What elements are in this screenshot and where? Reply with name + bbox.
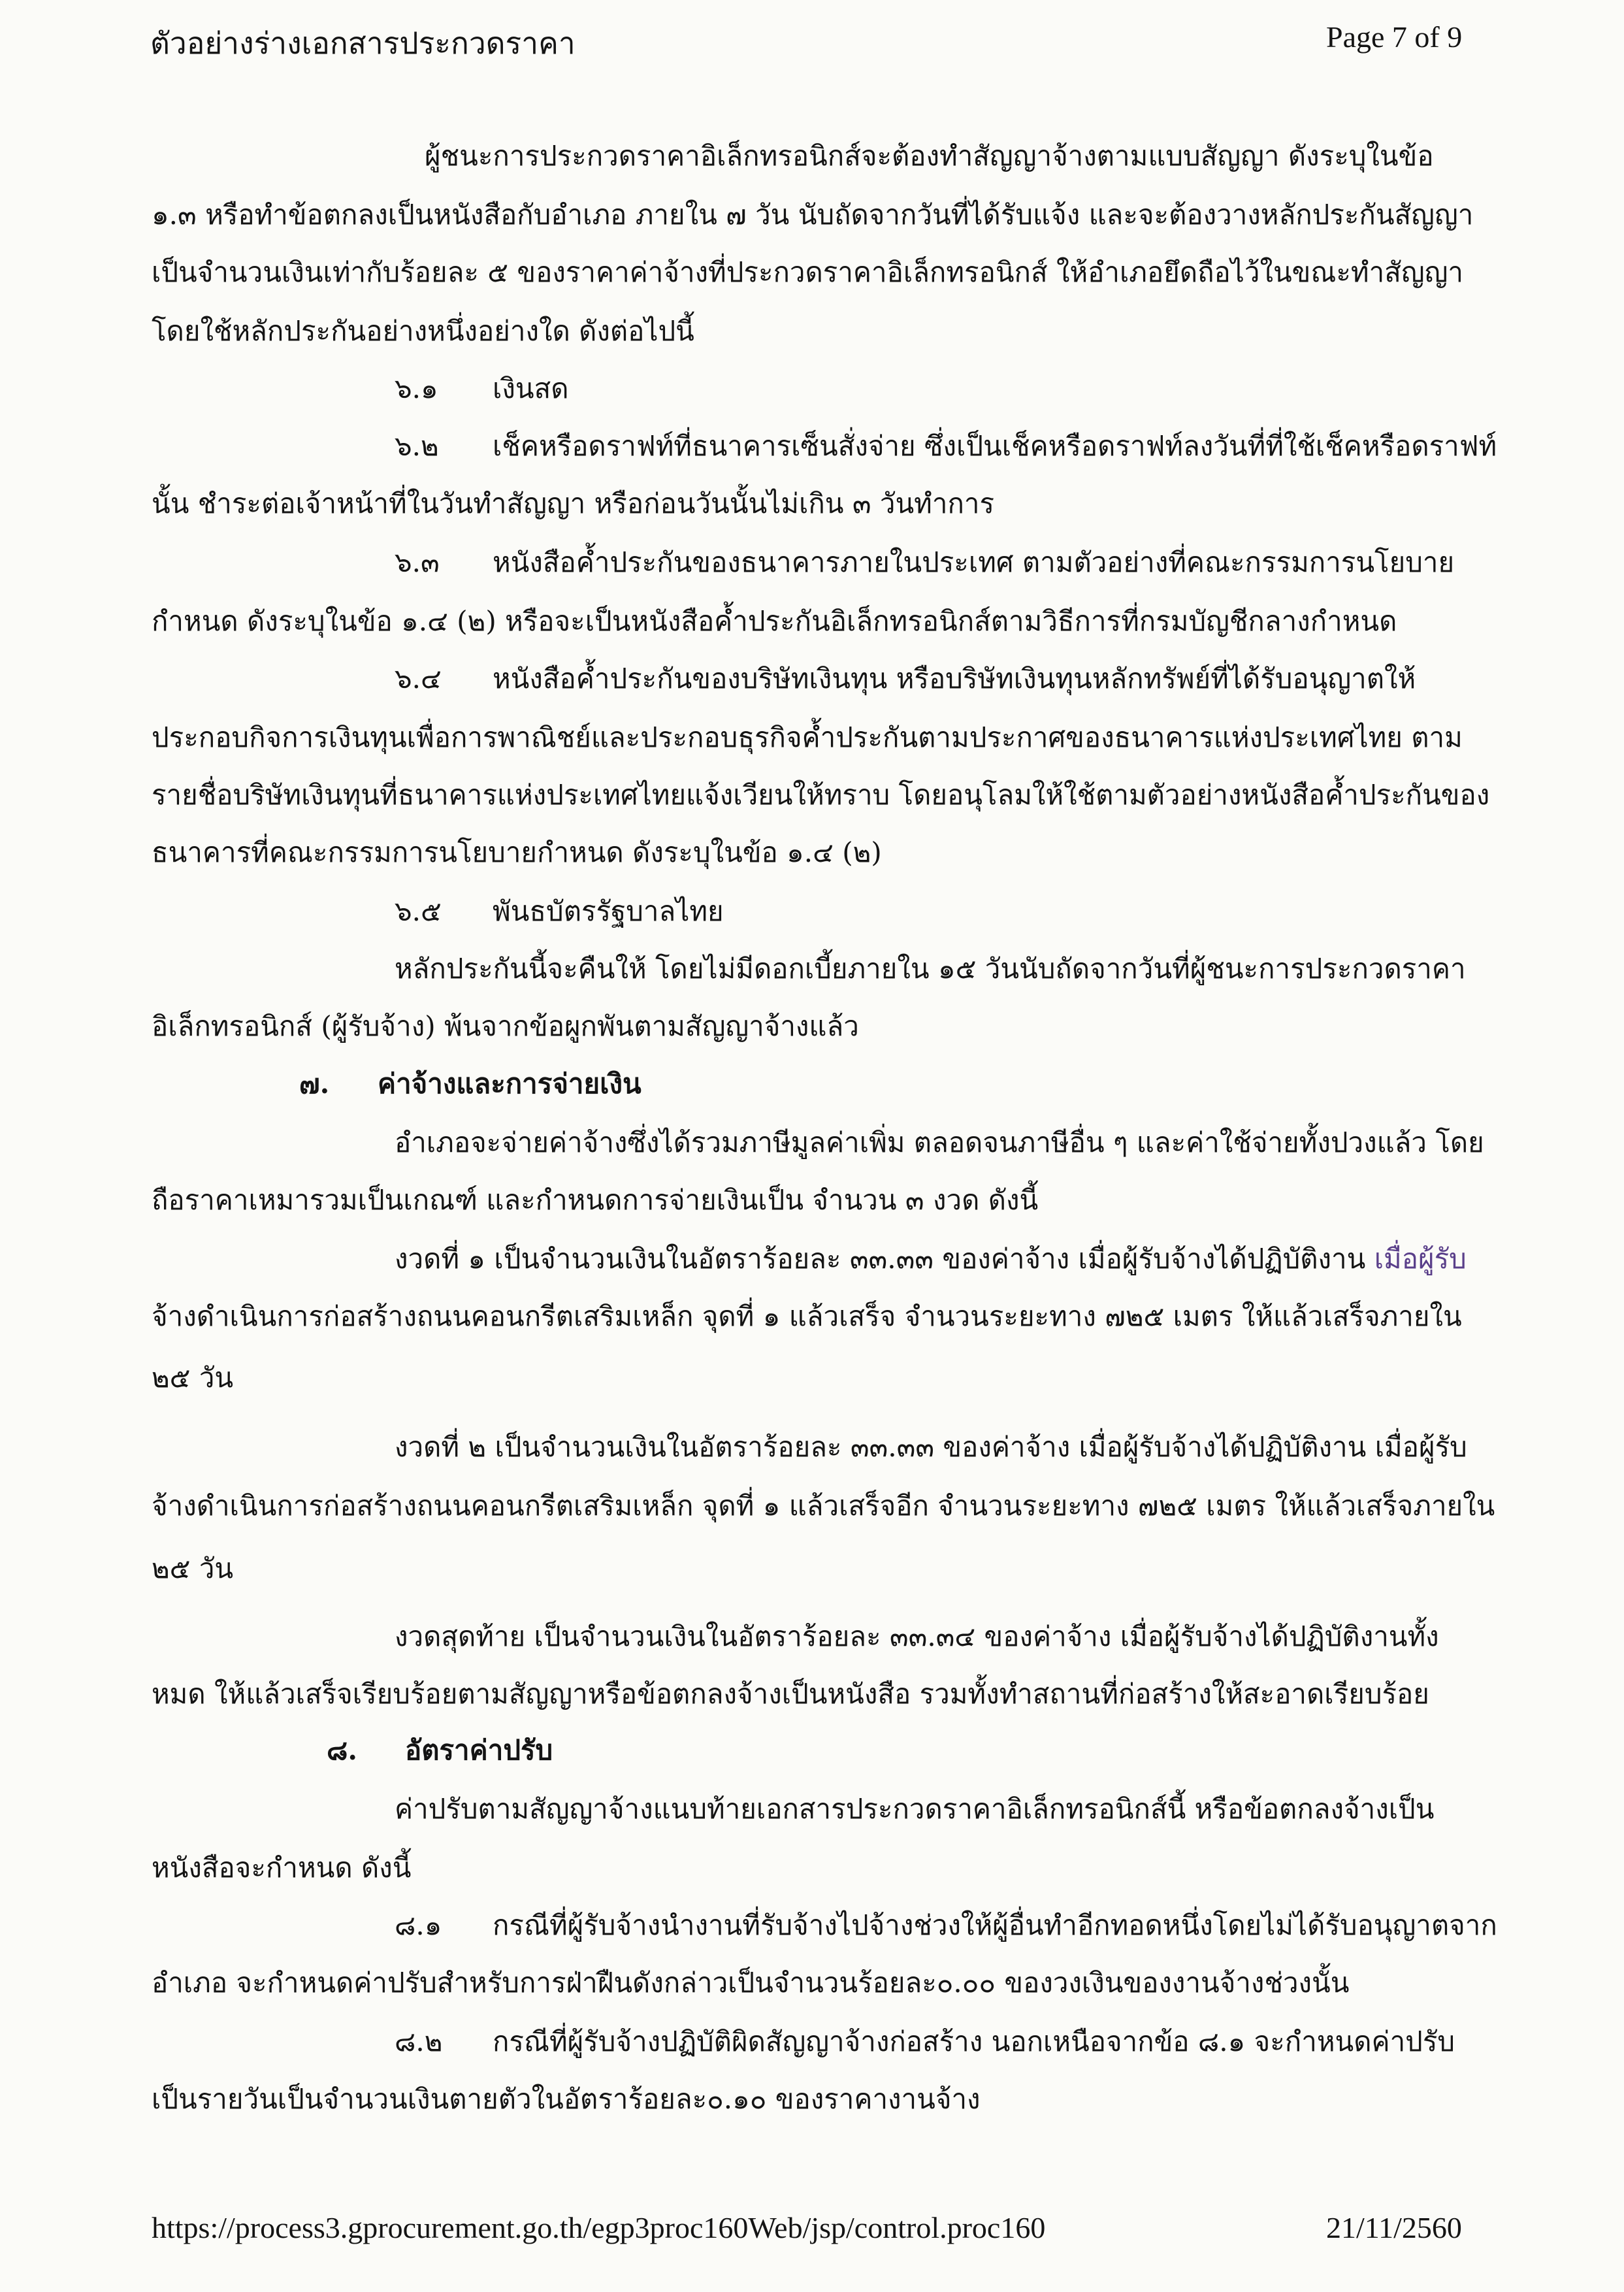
item-text: กรณีที่ผู้รับจ้างปฏิบัติผิดสัญญาจ้างก่อสร้าง นอกเหนือจากข้อ ๘.๑ จะกำหนดค่าปรับ: [493, 2025, 1455, 2057]
item-number: ๘.๑: [395, 1909, 442, 1941]
paragraph-line: โดยใช้หลักประกันอย่างหนึ่งอย่างใด ดังต่อไปนี้: [152, 315, 694, 347]
item-number: ๖.๕: [395, 895, 442, 927]
paragraph-line: ธนาคารที่คณะกรรมการนโยบายกำหนด ดังระบุในข้อ ๑.๔ (๒): [152, 836, 882, 868]
item-number: ๘.๒: [395, 2025, 443, 2057]
footer-url: https://process3.gprocurement.go.th/egp3proc160Web/jsp/control.proc160: [152, 2211, 1046, 2244]
paragraph-line: ๒๕ วัน: [152, 1362, 234, 1394]
paragraph-line: ผู้ชนะการประกวดราคาอิเล็กทรอนิกส์จะต้องทำสัญญาจ้างตามแบบสัญญา ดังระบุในข้อ: [425, 140, 1434, 172]
item-6-4: [395, 657, 1416, 700]
paragraph-line: รายชื่อบริษัทเงินทุนที่ธนาคารแห่งประเทศไทยแจ้งเวียนให้ทราบ โดยอนุโลมให้ใช้ตามตัวอย่างหนังสือค้ำประกันของ: [152, 779, 1490, 811]
item-text: เงินสด: [493, 372, 569, 404]
item-number: ๖.๒: [395, 430, 439, 462]
document-title: ตัวอย่างร่างเอกสารประกวดราคา: [150, 25, 576, 61]
item-6-1: [395, 367, 568, 410]
paragraph-line: อิเล็กทรอนิกส์ (ผู้รับจ้าง) พ้นจากข้อผูกพันตามสัญญาจ้างแล้ว: [152, 1010, 859, 1042]
item-8-1: [395, 1904, 1497, 1947]
installment-final-line: งวดสุดท้าย เป็นจำนวนเงินในอัตราร้อยละ ๓๓.๓๔ ของค่าจ้าง เมื่อผู้รับจ้างได้ปฏิบัติงานทั้ง: [395, 1620, 1439, 1652]
paragraph-line: อำเภอจะจ่ายค่าจ้างซึ่งได้รวมภาษีมูลค่าเพิ่ม ตลอดจนภาษีอื่น ๆ และค่าใช้จ่ายทั้งปวงแล้ว โดย: [395, 1126, 1484, 1158]
item-6-5: [395, 890, 724, 933]
section-title: อัตราค่าปรับ: [405, 1734, 553, 1766]
paragraph-line: จ้างดำเนินการก่อสร้างถนนคอนกรีตเสริมเหล็ก จุดที่ ๑ แล้วเสร็จอีก จำนวนระยะทาง ๗๒๕ เมตร ให้แล้วเสร็จภายใน: [152, 1490, 1495, 1522]
item-6-2: [395, 425, 1497, 468]
section-7-heading: [299, 1062, 641, 1105]
paragraph-line: อำเภอ จะกำหนดค่าปรับสำหรับการฝ่าฝืนดังกล่าวเป็นจำนวนร้อยละ๐.๐๐ ของวงเงินของงานจ้างช่วงนั้น: [152, 1967, 1350, 1999]
paragraph-line: ประกอบกิจการเงินทุนเพื่อการพาณิชย์และประกอบธุรกิจค้ำประกันตามประกาศของธนาคารแห่งประเทศไทย ตาม: [152, 721, 1463, 753]
section-title: ค่าจ้างและการจ่ายเงิน: [378, 1068, 641, 1100]
item-text: เช็คหรือดราฟท์ที่ธนาคารเซ็นสั่งจ่าย ซึ่งเป็นเช็คหรือดราฟท์ลงวันที่ที่ใช้เช็คหรือดราฟท์: [493, 430, 1497, 462]
paragraph-line: กำหนด ดังระบุในข้อ ๑.๔ (๒) หรือจะเป็นหนังสือค้ำประกันอิเล็กทรอนิกส์ตามวิธีการที่กรมบัญชีกลางกำหนด: [152, 605, 1397, 637]
item-number: ๖.๓: [395, 546, 440, 578]
paragraph-line: เป็นจำนวนเงินเท่ากับร้อยละ ๕ ของราคาค่าจ้างที่ประกวดราคาอิเล็กทรอนิกส์ ให้อำเภอยึดถือไว้ในขณะทำสัญญา: [152, 256, 1463, 288]
item-text: หนังสือค้ำประกันของธนาคารภายในประเทศ ตามตัวอย่างที่คณะกรรมการนโยบาย: [493, 546, 1455, 578]
paragraph-line: นั้น ชำระต่อเจ้าหน้าที่ในวันทำสัญญา หรือก่อนวันนั้นไม่เกิน ๓ วันทำการ: [152, 487, 995, 519]
paragraph-line: เป็นรายวันเป็นจำนวนเงินตายตัวในอัตราร้อยละ๐.๑๐ ของราคางานจ้าง: [152, 2083, 981, 2115]
paragraph-line: ๑.๓ หรือทำข้อตกลงเป็นหนังสือกับอำเภอ ภายใน ๗ วัน นับถัดจากวันที่ได้รับแจ้ง และจะต้องวางหลักประกันสัญญา: [152, 199, 1474, 231]
item-text: หนังสือค้ำประกันของบริษัทเงินทุน หรือบริษัทเงินทุนหลักทรัพย์ที่ได้รับอนุญาตให้: [493, 663, 1416, 695]
paragraph-line: หลักประกันนี้จะคืนให้ โดยไม่มีดอกเบี้ยภายใน ๑๕ วันนับถัดจากวันที่ผู้ชนะการประกวดราคา: [395, 953, 1466, 985]
installment-1-line: [395, 1237, 1467, 1281]
section-number: ๗.: [299, 1068, 330, 1100]
paragraph-line: ถือราคาเหมารวมเป็นเกณฑ์ และกำหนดการจ่ายเงินเป็น จำนวน ๓ งวด ดังนี้: [152, 1184, 1039, 1216]
paragraph-line: หมด ให้แล้วเสร็จเรียบร้อยตามสัญญาหรือข้อตกลงจ้างเป็นหนังสือ รวมทั้งทำสถานที่ก่อสร้างให้สะอาดเรียบร้อย: [152, 1678, 1429, 1710]
installment-2-line: งวดที่ ๒ เป็นจำนวนเงินในอัตราร้อยละ ๓๓.๓๓ ของค่าจ้าง เมื่อผู้รับจ้างได้ปฏิบัติงาน เมื่อผู้รับ: [395, 1431, 1467, 1463]
paragraph-line: ๒๕ วัน: [152, 1552, 234, 1584]
section-8-heading: [327, 1729, 553, 1772]
paragraph-line: จ้างดำเนินการก่อสร้างถนนคอนกรีตเสริมเหล็ก จุดที่ ๑ แล้วเสร็จ จำนวนระยะทาง ๗๒๕ เมตร ให้แล้วเสร็จภายใน: [152, 1300, 1462, 1332]
paragraph-line: ค่าปรับตามสัญญาจ้างแนบท้ายเอกสารประกวดราคาอิเล็กทรอนิกส์นี้ หรือข้อตกลงจ้างเป็น: [395, 1793, 1435, 1825]
highlighted-text: เมื่อผู้รับ: [1374, 1243, 1467, 1275]
item-text: กรณีที่ผู้รับจ้างนำงานที่รับจ้างไปจ้างช่วงให้ผู้อื่นทำอีกทอดหนึ่งโดยไม่ได้รับอนุญาตจาก: [493, 1909, 1497, 1941]
item-number: ๖.๑: [395, 372, 438, 404]
paragraph-line: หนังสือจะกำหนด ดังนี้: [152, 1852, 412, 1884]
item-8-2: [395, 2020, 1455, 2063]
section-number: ๘.: [327, 1734, 358, 1766]
item-text: พันธบัตรรัฐบาลไทย: [493, 895, 724, 927]
footer-date: 21/11/2560: [1326, 2211, 1462, 2244]
item-6-3: [395, 541, 1454, 584]
page-number: Page 7 of 9: [1326, 20, 1463, 54]
installment-text: งวดที่ ๑ เป็นจำนวนเงินในอัตราร้อยละ ๓๓.๓๓ ของค่าจ้าง เมื่อผู้รับจ้างได้ปฏิบัติงาน: [395, 1243, 1374, 1275]
item-number: ๖.๔: [395, 663, 442, 695]
